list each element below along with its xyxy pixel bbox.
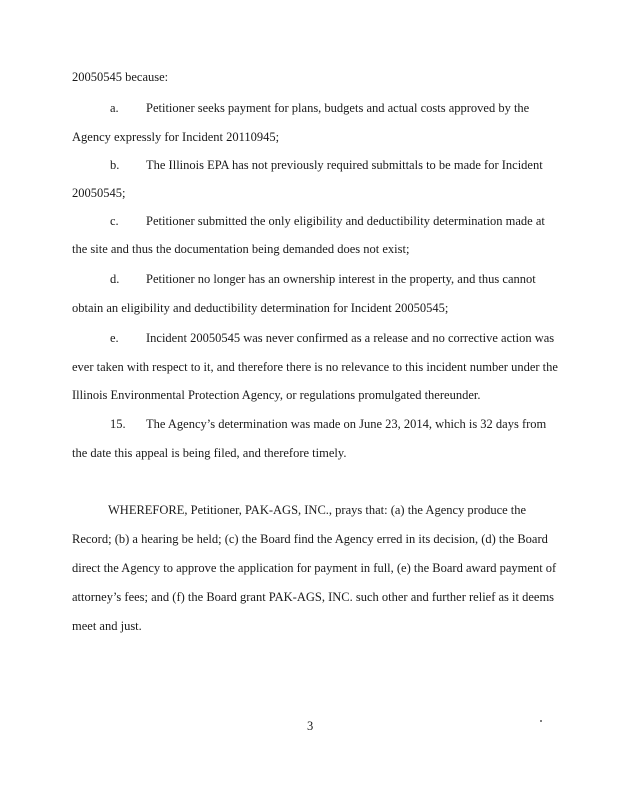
item-c-marker: c. bbox=[110, 214, 119, 228]
para-15-continuation: the date this appeal is being filed, and therefore timely. bbox=[72, 446, 347, 460]
para-15-marker: 15. bbox=[110, 417, 126, 431]
item-d-continuation: obtain an eligibility and deductibility determination for Incident 20050545; bbox=[72, 301, 449, 315]
item-e-marker: e. bbox=[110, 331, 119, 345]
item-a-continuation: Agency expressly for Incident 20110945; bbox=[72, 130, 280, 144]
item-d-text: Petitioner no longer has an ownership interest in the property, and thus cannot bbox=[146, 272, 536, 286]
page-number: 3 bbox=[307, 719, 314, 733]
item-b-continuation: 20050545; bbox=[72, 186, 126, 200]
para-15-text: The Agency’s determination was made on June 23, 2014, which is 32 days from bbox=[146, 417, 547, 431]
item-c-text: Petitioner submitted the only eligibility and deductibility determination made at bbox=[146, 214, 545, 228]
item-b-marker: b. bbox=[110, 158, 120, 172]
wherefore-line-2: Record; (b) a hearing be held; (c) the Board find the Agency erred in its decision, (d) the Board bbox=[72, 532, 548, 546]
item-e-text: Incident 20050545 was never confirmed as a release and no corrective action was bbox=[146, 331, 555, 345]
wherefore-line-5: meet and just. bbox=[72, 619, 142, 633]
intro-line: 20050545 because: bbox=[72, 70, 169, 84]
item-e-continuation-1: ever taken with respect to it, and therefore there is no relevance to this incident number under the bbox=[72, 360, 558, 374]
wherefore-line-1: WHEREFORE, Petitioner, PAK-AGS, INC., prays that: (a) the Agency produce the bbox=[108, 503, 527, 517]
wherefore-line-3: direct the Agency to approve the application for payment in full, (e) the Board award payment of bbox=[72, 561, 557, 575]
item-d-marker: d. bbox=[110, 272, 120, 286]
scan-speck bbox=[540, 720, 542, 722]
item-b-text: The Illinois EPA has not previously required submittals to be made for Incident bbox=[146, 158, 543, 172]
item-e-continuation-2: Illinois Environmental Protection Agency, or regulations promulgated thereunder. bbox=[72, 388, 481, 402]
item-a-text: Petitioner seeks payment for plans, budgets and actual costs approved by the bbox=[146, 101, 530, 115]
item-a-marker: a. bbox=[110, 101, 119, 115]
item-c-continuation: the site and thus the documentation being demanded does not exist; bbox=[72, 242, 410, 256]
wherefore-line-4: attorney’s fees; and (f) the Board grant PAK-AGS, INC. such other and further relief as it deems bbox=[72, 590, 555, 604]
